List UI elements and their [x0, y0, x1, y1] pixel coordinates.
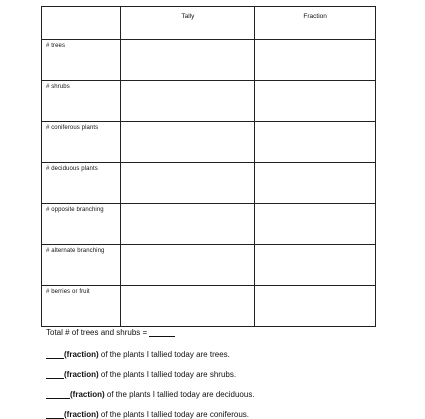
fraction-keyword: (fraction): [64, 350, 99, 359]
fraction-blank[interactable]: [46, 410, 64, 419]
statement-text: of the plants I tallied today are shrubs.: [98, 370, 237, 379]
fraction-cell[interactable]: [255, 81, 376, 122]
tally-cell[interactable]: [121, 81, 255, 122]
fraction-keyword: (fraction): [64, 370, 99, 379]
tally-cell[interactable]: [121, 122, 255, 163]
tally-cell[interactable]: [121, 245, 255, 286]
header-label-cell: [42, 7, 121, 40]
fraction-cell[interactable]: [255, 163, 376, 204]
fraction-deciduous-statement: [46, 390, 255, 399]
header-fraction: Fraction: [255, 7, 376, 40]
table-row: [42, 40, 376, 81]
row-label-opposite-branching: # opposite branching: [42, 204, 121, 245]
total-label: Total # of trees and shrubs =: [46, 328, 150, 337]
table-row: [42, 81, 376, 122]
table-row: [42, 286, 376, 327]
row-label-shrubs: # shrubs: [42, 81, 121, 122]
fraction-blank[interactable]: [46, 350, 64, 359]
fraction-cell[interactable]: [255, 40, 376, 81]
statement-text: of the plants I tallied today are deciduous.: [104, 390, 255, 399]
statement-text: of the plants I tallied today are coniferous.: [98, 410, 249, 419]
fraction-cell[interactable]: [255, 245, 376, 286]
row-label-alternate-branching: # alternate branching: [42, 245, 121, 286]
table-row: [42, 204, 376, 245]
fraction-cell[interactable]: [255, 286, 376, 327]
fraction-blank[interactable]: [46, 370, 64, 379]
tally-cell[interactable]: [121, 163, 255, 204]
fraction-cell[interactable]: [255, 122, 376, 163]
tally-cell[interactable]: [121, 204, 255, 245]
fraction-blank[interactable]: [46, 390, 70, 399]
statement-text: of the plants I tallied today are trees.: [98, 350, 230, 359]
tally-table: [41, 6, 376, 327]
tally-cell[interactable]: [121, 40, 255, 81]
fraction-keyword: (fraction): [64, 410, 99, 419]
tally-cell[interactable]: [121, 286, 255, 327]
table-row: [42, 122, 376, 163]
total-blank[interactable]: [149, 328, 175, 337]
table-row: [42, 245, 376, 286]
row-label-coniferous: # coniferous plants: [42, 122, 121, 163]
fraction-keyword: (fraction): [70, 390, 105, 399]
fraction-trees-statement: [46, 350, 230, 359]
total-trees-shrubs-statement: [46, 328, 175, 337]
header-tally: Tally: [121, 7, 255, 40]
table-header-row: [42, 7, 376, 40]
table-row: [42, 163, 376, 204]
row-label-deciduous: # deciduous plants: [42, 163, 121, 204]
row-label-trees: # trees: [42, 40, 121, 81]
fraction-coniferous-statement: [46, 410, 249, 419]
fraction-shrubs-statement: [46, 370, 236, 379]
row-label-berries-or-fruit: # berries or fruit: [42, 286, 121, 327]
fraction-cell[interactable]: [255, 204, 376, 245]
